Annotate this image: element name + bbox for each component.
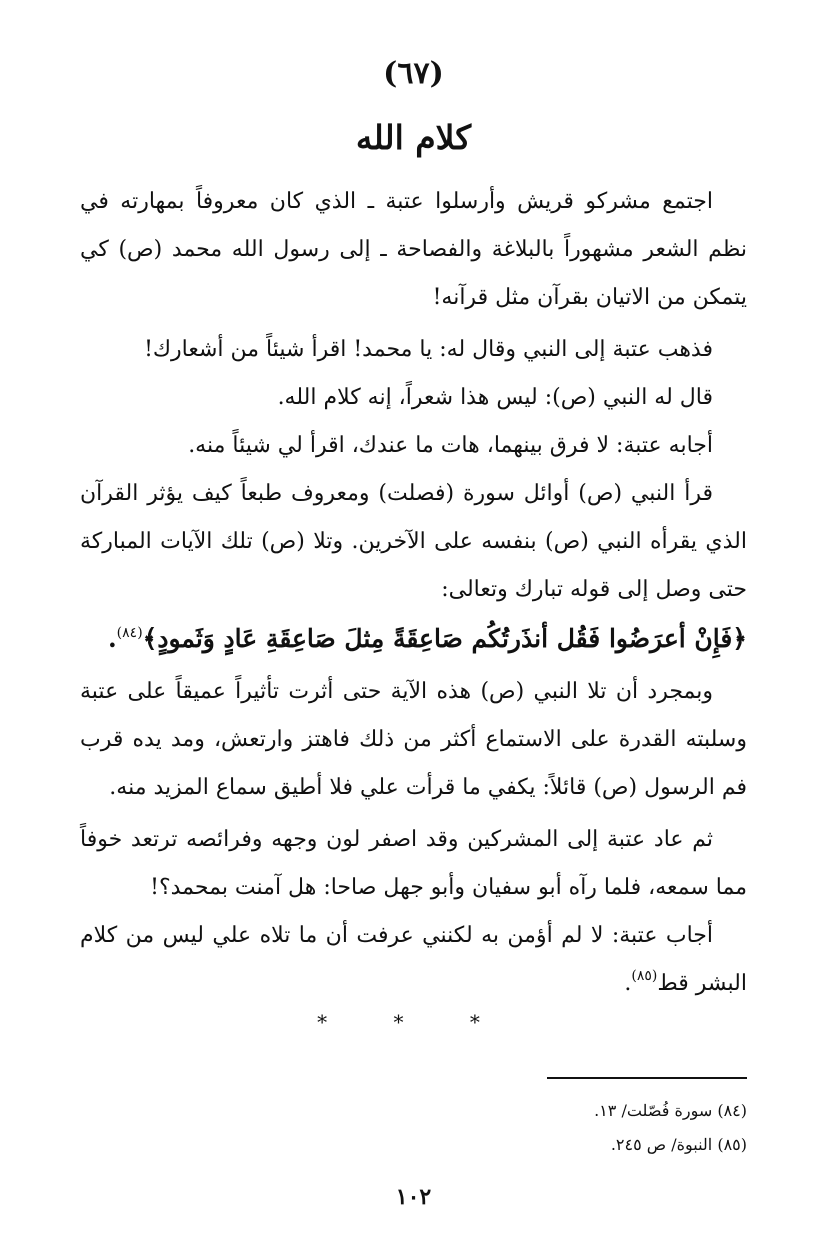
section-separator: * * * bbox=[317, 1010, 510, 1034]
footnote-reference: (٨٥) bbox=[631, 968, 658, 984]
footnote-reference: (٨٤) bbox=[116, 625, 143, 641]
verse-text: فَإِنْ أعرَضُوا فَقُل أنذَرتُكُم صَاعِقَةً مِثلَ صَاعِقَةِ عَادٍ وَثَمودٍ bbox=[157, 624, 733, 653]
paragraph bbox=[80, 912, 747, 1008]
footnote: (٨٤) سورة فُصّلت/ ١٣. bbox=[594, 1101, 747, 1120]
footnote-divider bbox=[547, 1077, 747, 1079]
paragraph: فذهب عتبة إلى النبي وقال له: يا محمد! اقرأ شيئاً من أشعارك! bbox=[144, 337, 713, 362]
chapter-title: كلام الله bbox=[355, 118, 472, 157]
paragraph-text: أجاب عتبة: لا لم أؤمن به لكنني عرفت أن ما تلاه علي ليس من كلام البشر قط bbox=[80, 923, 747, 996]
quran-verse bbox=[80, 614, 747, 664]
body-text bbox=[80, 178, 747, 1008]
chapter-number: (٦٧) bbox=[383, 56, 444, 91]
verse-close-bracket: ﴾ bbox=[142, 624, 158, 653]
verse-open-bracket: ﴿ bbox=[732, 624, 747, 653]
paragraph: ثم عاد عتبة إلى المشركين وقد اصفر لون وجهه وفرائصه ترتعد خوفاً مما سمعه، فلما رآه أبو سفيان وأبو جهل صاحا: هل آمنت بمحمد؟! bbox=[80, 827, 747, 900]
paragraph: وبمجرد أن تلا النبي (ص) هذه الآية حتى أثرت تأثيراً عميقاً على عتبة وسلبته القدرة على الاستماع أكثر من ذلك فاهتز وارتعش، ومد يده قرب فم الرسول (ص) قائلاً: يكفي ما قرأت علي فلا أطيق سماع المزيد منه. bbox=[80, 679, 747, 800]
paragraph: اجتمع مشركو قريش وأرسلوا عتبة ـ الذي كان معروفاً بمهارته في نظم الشعر مشهوراً بالبلاغة والفصاحة ـ إلى رسول الله محمد (ص) كي يتمكن من الاتيان بقرآن مثل قرآنه! bbox=[80, 189, 747, 310]
verse-end: . bbox=[107, 624, 117, 653]
paragraph: أجابه عتبة: لا فرق بينهما، هات ما عندك، اقرأ لي شيئاً منه. bbox=[188, 433, 713, 458]
paragraph-end: . bbox=[624, 971, 632, 996]
paragraph: قال له النبي (ص): ليس هذا شعراً، إنه كلام الله. bbox=[277, 385, 713, 410]
footnotes bbox=[80, 1094, 747, 1162]
page-number: ١٠٢ bbox=[395, 1184, 432, 1210]
paragraph: قرأ النبي (ص) أوائل سورة (فصلت) ومعروف طبعاً كيف يؤثر القرآن الذي يقرأه النبي (ص) بنفسه على الآخرين. وتلا (ص) تلك الآيات المباركة حتى وصل إلى قوله تبارك وتعالى: bbox=[80, 481, 747, 602]
footnote: (٨٥) النبوة/ ص ٢٤٥. bbox=[610, 1135, 747, 1154]
